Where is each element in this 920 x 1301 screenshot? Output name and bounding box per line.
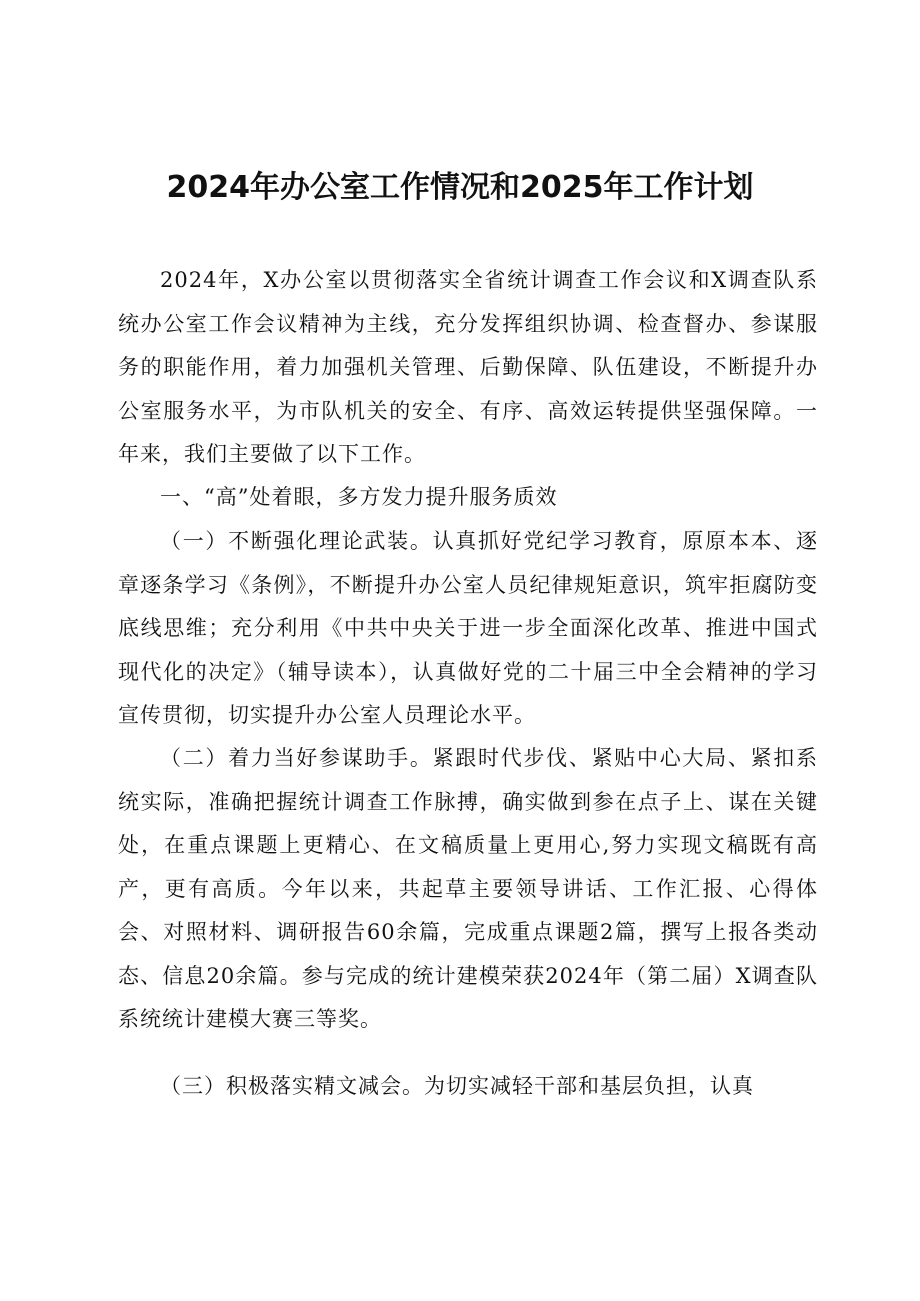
document-title: 2024年办公室工作情况和2025年工作计划 — [166, 170, 754, 205]
paragraph-intro: 2024年，X办公室以贯彻落实全省统计调查工作会议和X调查队系统办公室工作会议精神为主线，充分发挥组织协调、检查督办、参谋服务的职能作用，着力加强机关管理、后勤保障、队伍建设，不断提升办公室服务水平，为市队机关的安全、有序、高效运转提供坚强保障。一年来，我们主要做了以下工作。 — [118, 268, 818, 466]
paragraph-meetings: （三）积极落实精文减会。为切实减轻干部和基层负担，认真 — [160, 1074, 754, 1098]
paragraph-advisor: （二）着力当好参谋助手。紧跟时代步伐、紧贴中心大局、紧扣系统实际，准确把握统计调查工作脉搏，确实做到参在点子上、谋在关键处，在重点课题上更精心、在文稿质量上更用心,努力实现文稿既有高产，更有高质。今年以来，共起草主要领导讲话、工作汇报、心得体会、对照材料、调研报告60余篇，完成重点课题2篇，撰写上报各类动态、信息20余篇。参与完成的统计建模荣获2024年（第二届）X调查队系统统计建模大赛三等奖。 — [118, 746, 818, 1031]
paragraph-theory: （一）不断强化理论武装。认真抓好党纪学习教育，原原本本、逐章逐条学习《条例》，不断提升办公室人员纪律规矩意识，筑牢拒腐防变底线思维；充分利用《中共中央关于进一步全面深化改革、推进中国式现代化的决定》（辅导读本），认真做好党的二十届三中全会精神的学习宣传贯彻，切实提升办公室人员理论水平。 — [118, 529, 818, 727]
section-heading-1: 一、“高”处着眼，多方发力提升服务质效 — [160, 485, 558, 509]
